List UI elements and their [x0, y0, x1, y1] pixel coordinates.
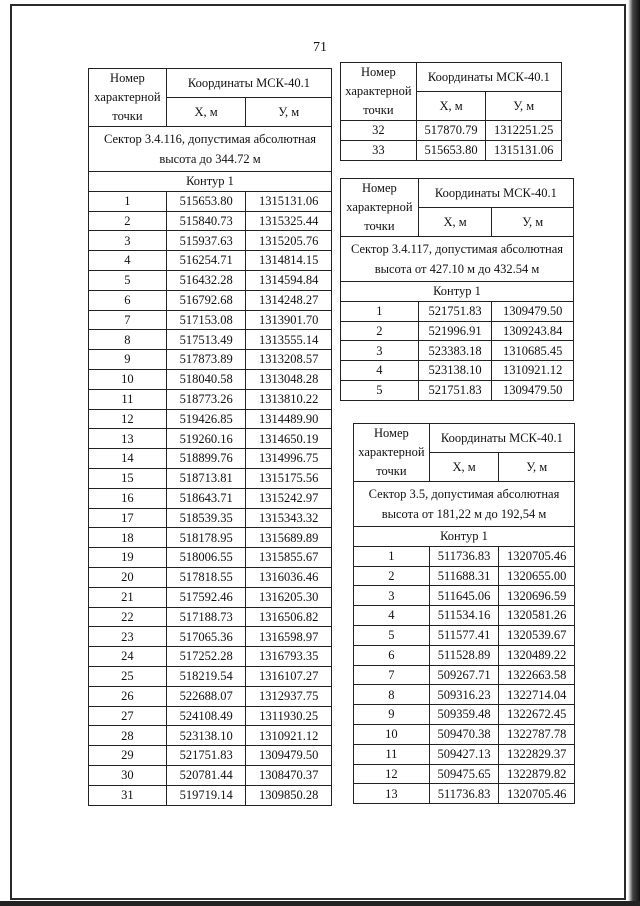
table-row — [354, 685, 575, 705]
table-row — [89, 389, 332, 409]
x-coordinate-cell: 518899.76 — [166, 449, 246, 469]
x-coordinate-cell: 518219.54 — [166, 666, 246, 686]
point-number-cell: 18 — [89, 528, 167, 548]
y-coordinate-cell: 1320705.46 — [499, 784, 575, 804]
y-coordinate-cell: 1310921.12 — [246, 726, 332, 746]
table-row — [354, 764, 575, 784]
point-number-cell: 9 — [354, 705, 430, 725]
table-row — [89, 548, 332, 568]
y-coordinate-cell: 1315205.76 — [246, 231, 332, 251]
y-coordinate-cell: 1316107.27 — [246, 666, 332, 686]
x-coordinate-cell: 516792.68 — [166, 290, 246, 310]
y-coordinate-cell: 1320489.22 — [499, 645, 575, 665]
table-row — [89, 429, 332, 449]
table-row — [341, 121, 562, 141]
table-row — [354, 665, 575, 685]
y-coordinate-cell: 1315131.06 — [246, 191, 332, 211]
point-number-header: Номер характерной точки — [89, 69, 167, 127]
point-number-cell: 27 — [89, 706, 167, 726]
x-column-header: X, м — [166, 98, 246, 127]
y-coordinate-cell: 1320696.59 — [499, 586, 575, 606]
x-coordinate-cell: 509475.65 — [429, 764, 499, 784]
x-coordinate-cell: 511528.89 — [429, 645, 499, 665]
x-coordinate-cell: 518040.58 — [166, 369, 246, 389]
point-number-cell: 13 — [89, 429, 167, 449]
table-row — [341, 301, 574, 321]
y-coordinate-cell: 1313048.28 — [246, 369, 332, 389]
table-row — [354, 784, 575, 804]
point-number-cell: 5 — [89, 270, 167, 290]
y-coordinate-cell: 1314489.90 — [246, 409, 332, 429]
y-coordinate-cell: 1320581.26 — [499, 606, 575, 626]
x-coordinate-cell: 521751.83 — [418, 301, 492, 321]
point-number-cell: 1 — [341, 301, 419, 321]
scan-edge-bottom — [0, 901, 640, 906]
y-coordinate-cell: 1313555.14 — [246, 330, 332, 350]
table-row — [89, 528, 332, 548]
table-row — [89, 231, 332, 251]
coordinates-header: Координаты МСК-40.1 — [416, 63, 561, 92]
y-coordinate-cell: 1314594.84 — [246, 270, 332, 290]
x-coordinate-cell: 518178.95 — [166, 528, 246, 548]
point-number-cell: 2 — [354, 566, 430, 586]
point-number-cell: 20 — [89, 567, 167, 587]
y-coordinate-cell: 1309479.50 — [246, 746, 332, 766]
y-column-header: У, м — [499, 453, 575, 482]
table-row — [89, 785, 332, 805]
sector-title: Сектор 3.4.116, допустимая абсолютная высота до 344.72 м — [89, 127, 332, 172]
y-coordinate-cell: 1316205.30 — [246, 587, 332, 607]
y-coordinate-cell: 1309479.50 — [492, 301, 574, 321]
table-row — [89, 191, 332, 211]
x-coordinate-cell: 517153.08 — [166, 310, 246, 330]
point-number-cell: 22 — [89, 607, 167, 627]
x-coordinate-cell: 515653.80 — [166, 191, 246, 211]
point-number-header: Номер характерной точки — [341, 63, 417, 121]
y-coordinate-cell: 1315855.67 — [246, 548, 332, 568]
point-number-cell: 30 — [89, 765, 167, 785]
table-row — [89, 706, 332, 726]
point-number-cell: 3 — [89, 231, 167, 251]
y-coordinate-cell: 1315689.89 — [246, 528, 332, 548]
y-coordinate-cell: 1322663.58 — [499, 665, 575, 685]
table-row — [89, 746, 332, 766]
x-coordinate-cell: 521996.91 — [418, 321, 492, 341]
point-number-cell: 4 — [89, 251, 167, 271]
point-number-cell: 10 — [89, 369, 167, 389]
point-number-cell: 12 — [354, 764, 430, 784]
x-coordinate-cell: 519719.14 — [166, 785, 246, 805]
x-coordinate-cell: 511534.16 — [429, 606, 499, 626]
y-coordinate-cell: 1314650.19 — [246, 429, 332, 449]
y-coordinate-cell: 1320655.00 — [499, 566, 575, 586]
point-number-cell: 23 — [89, 627, 167, 647]
y-column-header: У, м — [492, 208, 574, 237]
y-coordinate-cell: 1320705.46 — [499, 546, 575, 566]
table-row — [89, 251, 332, 271]
point-number-cell: 7 — [354, 665, 430, 685]
y-coordinate-cell: 1315343.32 — [246, 508, 332, 528]
y-coordinate-cell: 1316036.46 — [246, 567, 332, 587]
table-row — [89, 666, 332, 686]
point-number-cell: 15 — [89, 468, 167, 488]
point-number-cell: 8 — [89, 330, 167, 350]
contour-title: Контур 1 — [354, 527, 575, 547]
table-row — [89, 290, 332, 310]
coordinates-header: Координаты МСК-40.1 — [429, 424, 574, 453]
point-number-cell: 13 — [354, 784, 430, 804]
point-number-cell: 7 — [89, 310, 167, 330]
table-row — [89, 686, 332, 706]
x-coordinate-cell: 515937.63 — [166, 231, 246, 251]
x-coordinate-cell: 519426.85 — [166, 409, 246, 429]
y-coordinate-cell: 1322829.37 — [499, 744, 575, 764]
coordinates-header: Координаты МСК-40.1 — [166, 69, 331, 98]
point-number-cell: 19 — [89, 548, 167, 568]
x-coordinate-cell: 517873.89 — [166, 350, 246, 370]
table-row — [89, 350, 332, 370]
point-number-header: Номер характерной точки — [341, 179, 419, 237]
table-row — [89, 488, 332, 508]
y-coordinate-cell: 1322879.82 — [499, 764, 575, 784]
x-coordinate-cell: 518643.71 — [166, 488, 246, 508]
point-number-cell: 24 — [89, 647, 167, 667]
x-coordinate-cell: 518773.26 — [166, 389, 246, 409]
x-coordinate-cell: 523383.18 — [418, 341, 492, 361]
table-row — [89, 627, 332, 647]
point-number-cell: 29 — [89, 746, 167, 766]
point-number-cell: 2 — [89, 211, 167, 231]
y-coordinate-cell: 1322787.78 — [499, 724, 575, 744]
table-row — [354, 705, 575, 725]
coordinates-table-sector-3-4-116 — [88, 68, 332, 806]
point-number-cell: 5 — [341, 380, 419, 400]
x-column-header: X, м — [416, 92, 486, 121]
table-row — [89, 330, 332, 350]
x-coordinate-cell: 509427.13 — [429, 744, 499, 764]
table-row — [354, 546, 575, 566]
contour-title: Контур 1 — [341, 282, 574, 302]
page-number: 71 — [313, 40, 327, 55]
point-number-cell: 26 — [89, 686, 167, 706]
table-row — [89, 765, 332, 785]
y-coordinate-cell: 1313901.70 — [246, 310, 332, 330]
x-coordinate-cell: 523138.10 — [418, 361, 492, 381]
point-number-cell: 1 — [354, 546, 430, 566]
y-column-header: У, м — [486, 92, 562, 121]
y-coordinate-cell: 1311930.25 — [246, 706, 332, 726]
x-coordinate-cell: 511688.31 — [429, 566, 499, 586]
x-coordinate-cell: 517592.46 — [166, 587, 246, 607]
x-coordinate-cell: 522688.07 — [166, 686, 246, 706]
table-row — [341, 140, 562, 160]
y-coordinate-cell: 1316598.97 — [246, 627, 332, 647]
table-row — [89, 211, 332, 231]
x-coordinate-cell: 521751.83 — [418, 380, 492, 400]
table-row — [89, 607, 332, 627]
x-coordinate-cell: 509267.71 — [429, 665, 499, 685]
table-row — [354, 606, 575, 626]
table-row — [354, 744, 575, 764]
point-number-cell: 8 — [354, 685, 430, 705]
y-coordinate-cell: 1310921.12 — [492, 361, 574, 381]
table-row — [89, 726, 332, 746]
x-coordinate-cell: 518006.55 — [166, 548, 246, 568]
y-coordinate-cell: 1313810.22 — [246, 389, 332, 409]
point-number-cell: 2 — [341, 321, 419, 341]
x-coordinate-cell: 518713.81 — [166, 468, 246, 488]
table-row — [89, 310, 332, 330]
x-coordinate-cell: 509359.48 — [429, 705, 499, 725]
table-row — [89, 409, 332, 429]
point-number-cell: 1 — [89, 191, 167, 211]
x-coordinate-cell: 517252.28 — [166, 647, 246, 667]
point-number-cell: 31 — [89, 785, 167, 805]
point-number-cell: 17 — [89, 508, 167, 528]
x-coordinate-cell: 517818.55 — [166, 567, 246, 587]
y-coordinate-cell: 1313208.57 — [246, 350, 332, 370]
sector-title: Сектор 3.5, допустимая абсолютная высота от 181,22 м до 192,54 м — [354, 482, 575, 527]
coordinates-table-sector-3-5 — [353, 423, 575, 804]
table-row — [89, 567, 332, 587]
table-row — [354, 645, 575, 665]
x-coordinate-cell: 517513.49 — [166, 330, 246, 350]
table-row — [341, 380, 574, 400]
table-row — [354, 724, 575, 744]
y-coordinate-cell: 1308470.37 — [246, 765, 332, 785]
point-number-cell: 3 — [341, 341, 419, 361]
y-coordinate-cell: 1316793.35 — [246, 647, 332, 667]
coordinates-table-sector-3-4-117 — [340, 178, 574, 401]
point-number-cell: 28 — [89, 726, 167, 746]
table-row — [89, 270, 332, 290]
x-coordinate-cell: 515840.73 — [166, 211, 246, 231]
y-coordinate-cell: 1322714.04 — [499, 685, 575, 705]
table-row — [89, 468, 332, 488]
y-coordinate-cell: 1315325.44 — [246, 211, 332, 231]
point-number-cell: 3 — [354, 586, 430, 606]
table-row — [89, 369, 332, 389]
y-coordinate-cell: 1314248.27 — [246, 290, 332, 310]
y-coordinate-cell: 1310685.45 — [492, 341, 574, 361]
y-coordinate-cell: 1309479.50 — [492, 380, 574, 400]
y-column-header: У, м — [246, 98, 332, 127]
x-coordinate-cell: 520781.44 — [166, 765, 246, 785]
point-number-cell: 12 — [89, 409, 167, 429]
point-number-cell: 11 — [354, 744, 430, 764]
x-coordinate-cell: 509316.23 — [429, 685, 499, 705]
point-number-cell: 16 — [89, 488, 167, 508]
table-row — [89, 449, 332, 469]
x-coordinate-cell: 516432.28 — [166, 270, 246, 290]
contour-title: Контур 1 — [89, 172, 332, 192]
x-coordinate-cell: 523138.10 — [166, 726, 246, 746]
coordinates-table-continuation — [340, 62, 562, 161]
table-row — [354, 625, 575, 645]
x-coordinate-cell: 517870.79 — [416, 121, 486, 141]
y-coordinate-cell: 1312937.75 — [246, 686, 332, 706]
table-row — [341, 361, 574, 381]
table-row — [89, 508, 332, 528]
y-coordinate-cell: 1314996.75 — [246, 449, 332, 469]
point-number-cell: 4 — [341, 361, 419, 381]
point-number-cell: 4 — [354, 606, 430, 626]
x-coordinate-cell: 515653.80 — [416, 140, 486, 160]
point-number-cell: 25 — [89, 666, 167, 686]
point-number-cell: 6 — [89, 290, 167, 310]
y-coordinate-cell: 1314814.15 — [246, 251, 332, 271]
y-coordinate-cell: 1315131.06 — [486, 140, 562, 160]
y-coordinate-cell: 1320539.67 — [499, 625, 575, 645]
x-column-header: X, м — [418, 208, 492, 237]
x-coordinate-cell: 511736.83 — [429, 546, 499, 566]
point-number-cell: 11 — [89, 389, 167, 409]
point-number-cell: 9 — [89, 350, 167, 370]
table-row — [354, 586, 575, 606]
y-coordinate-cell: 1309850.28 — [246, 785, 332, 805]
y-coordinate-cell: 1322672.45 — [499, 705, 575, 725]
point-number-header: Номер характерной точки — [354, 424, 430, 482]
point-number-cell: 5 — [354, 625, 430, 645]
table-row — [354, 566, 575, 586]
coordinates-header: Координаты МСК-40.1 — [418, 179, 573, 208]
point-number-cell: 33 — [341, 140, 417, 160]
x-coordinate-cell: 511736.83 — [429, 784, 499, 804]
x-coordinate-cell: 517065.36 — [166, 627, 246, 647]
table-row — [89, 587, 332, 607]
x-coordinate-cell: 511577.41 — [429, 625, 499, 645]
point-number-cell: 14 — [89, 449, 167, 469]
table-row — [341, 321, 574, 341]
x-coordinate-cell: 509470.38 — [429, 724, 499, 744]
sector-title: Сектор 3.4.117, допустимая абсолютная высота от 427.10 м до 432.54 м — [341, 237, 574, 282]
y-coordinate-cell: 1312251.25 — [486, 121, 562, 141]
x-coordinate-cell: 516254.71 — [166, 251, 246, 271]
x-column-header: X, м — [429, 453, 499, 482]
point-number-cell: 10 — [354, 724, 430, 744]
y-coordinate-cell: 1315242.97 — [246, 488, 332, 508]
table-row — [89, 647, 332, 667]
y-coordinate-cell: 1316506.82 — [246, 607, 332, 627]
x-coordinate-cell: 518539.35 — [166, 508, 246, 528]
x-coordinate-cell: 511645.06 — [429, 586, 499, 606]
point-number-cell: 6 — [354, 645, 430, 665]
x-coordinate-cell: 521751.83 — [166, 746, 246, 766]
x-coordinate-cell: 519260.16 — [166, 429, 246, 449]
x-coordinate-cell: 524108.49 — [166, 706, 246, 726]
point-number-cell: 21 — [89, 587, 167, 607]
y-coordinate-cell: 1315175.56 — [246, 468, 332, 488]
x-coordinate-cell: 517188.73 — [166, 607, 246, 627]
scan-edge-right — [628, 0, 640, 906]
y-coordinate-cell: 1309243.84 — [492, 321, 574, 341]
table-row — [341, 341, 574, 361]
point-number-cell: 32 — [341, 121, 417, 141]
